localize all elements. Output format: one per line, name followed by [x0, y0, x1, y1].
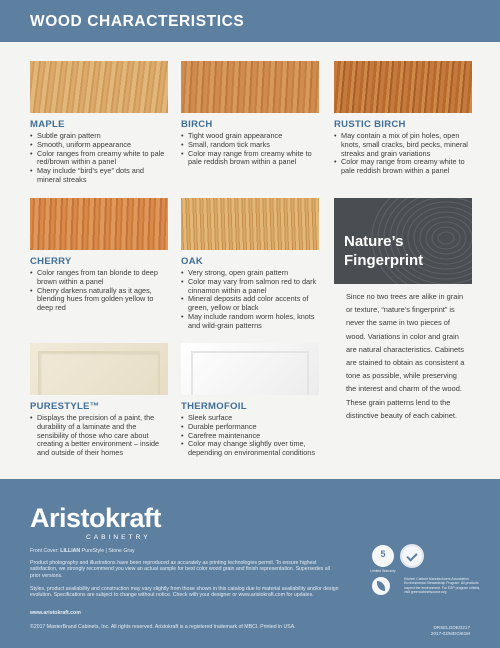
wood-name: PURESTYLE™	[30, 401, 100, 412]
wood-name: RUSTIC BIRCH	[334, 119, 406, 130]
bullet-item: • Carefree maintenance	[181, 432, 319, 441]
wood-bullets	[30, 132, 168, 185]
wood-card-thermofoil	[181, 343, 319, 458]
bullet-item: • Color ranges from tan blonde to deep brown within a panel	[30, 269, 168, 287]
kcma-certification-text: Kitchen Cabinet Manufacturers Association Environmental Stewardship Program. All products inspect the environment. For ESP program criteria, visit greencabinetsource.org	[404, 577, 481, 595]
wood-name: THERMOFOIL	[181, 401, 247, 412]
wood-name: CHERRY	[30, 256, 72, 267]
page-header	[0, 0, 500, 42]
bullet-item: • Color may vary from salmon red to dark cinnamon within a panel	[181, 278, 319, 296]
disclaimer-photography: Product photography and illustrations have been reproduced as accurately as printing technologies permit. To ensure highest satisfaction, we strongly recommend you view an actual sample for best color wood grain and finish representation. Supersedes all prior versions.	[30, 560, 330, 579]
wood-card-birch	[181, 61, 319, 167]
copyright-text: ©2017 MasterBrand Cabinets, Inc. All rights reserved. Aristokraft is a registered trademark of MBCI. Printed in USA.	[30, 624, 296, 630]
bullet-item: • Small, random tick marks	[181, 141, 319, 150]
fingerprint-body: Since no two trees are alike in grain or texture, “nature’s fingerprint” is never the same in two pieces of wood. Variations in color and grain are natural characteristics. Cabinets are stained to obtain as consistent a tone as possible, while preserving the interest and charm of the wood. These grain patterns lend to the distinctive beauty of each cabinet.	[346, 292, 465, 420]
cherry-swatch-image	[30, 198, 168, 250]
wood-name: BIRCH	[181, 119, 213, 130]
wood-card-maple	[30, 61, 168, 185]
warranty-badge-icon	[370, 545, 396, 573]
wood-bullets	[334, 132, 472, 176]
wood-card-oak	[181, 198, 319, 331]
purestyle-swatch-image	[30, 343, 168, 395]
wood-name: MAPLE	[30, 119, 65, 130]
wood-bullets	[181, 414, 319, 458]
warranty-caption: Limited Warranty	[370, 569, 396, 573]
natures-fingerprint-panel	[334, 198, 472, 422]
bullet-item: • Tight wood grain appearance	[181, 132, 319, 141]
wood-card-purestyle	[30, 343, 168, 458]
bullet-item: • Color ranges from creamy white to pale red/brown within a panel	[30, 150, 168, 168]
fingerprint-banner	[334, 198, 472, 284]
kcma-leaf-icon	[372, 577, 390, 595]
bullet-item: • Smooth, uniform appearance	[30, 141, 168, 150]
fingerprint-title-line2: Fingerprint	[344, 252, 424, 269]
wood-card-rustic-birch	[334, 61, 472, 176]
wood-bullets	[181, 269, 319, 331]
wood-bullets	[30, 269, 168, 313]
website-link[interactable]: www.aristokraft.com	[30, 610, 81, 616]
bullet-item: • Color may range from creamy white to pale reddish brown within a panel	[181, 150, 319, 168]
bullet-item: • Cherry darkens naturally as it ages, blending hues from golden yellow to deep red	[30, 287, 168, 313]
doc-code-1: DRSELGDEO217	[433, 625, 470, 630]
front-cover-style: PureStyle | Stone Gray	[81, 548, 135, 554]
fingerprint-title	[344, 232, 423, 270]
aristokraft-logo	[30, 503, 162, 541]
logo-subtitle: CABINETRY	[86, 534, 151, 541]
page-title: WOOD CHARACTERISTICS	[30, 13, 245, 30]
wood-bullets	[181, 132, 319, 167]
bullet-item: • Durable performance	[181, 423, 319, 432]
logo-wordmark: Aristokraft	[30, 503, 162, 533]
front-cover-name: LILLIAN	[60, 548, 81, 554]
rustic-birch-swatch-image	[334, 61, 472, 113]
fingerprint-title-line1: Nature’s	[344, 233, 404, 250]
bullet-item: • Color may change slightly over time, depending on environmental conditions	[181, 440, 319, 458]
bullet-item: • May include random worm holes, knots and wild-grain patterns	[181, 313, 319, 331]
wood-card-cherry	[30, 198, 168, 313]
wood-name: OAK	[181, 256, 204, 267]
maple-swatch-image	[30, 61, 168, 113]
disclaimer-availability: Styles, product availability and construction may vary slightly from those shown in this catalog due to material availability and/or design evolution. Specifications are subject to change without notice. Check with your designer or www.aristokraft.com for updates.	[30, 586, 339, 599]
doc-code-2: 2017-02/MDG/81M	[430, 631, 470, 636]
document-codes	[410, 625, 470, 637]
bullet-item: • Sleek surface	[181, 414, 319, 423]
thermofoil-swatch-image	[181, 343, 319, 395]
oak-swatch-image	[181, 198, 319, 250]
bullet-item: • May contain a mix of pin holes, open knots, small cracks, bird pecks, mineral streaks and grain variations	[334, 132, 472, 158]
wood-bullets	[30, 414, 168, 458]
birch-swatch-image	[181, 61, 319, 113]
certified-seal-icon	[400, 544, 424, 568]
bullet-item: • Very strong, open grain pattern	[181, 269, 319, 278]
bullet-item: • May include “bird’s eye” dots and mineral streaks	[30, 167, 168, 185]
bullet-item: • Color may range from creamy white to pale reddish brown within a panel	[334, 158, 472, 176]
bullet-item: • Displays the precision of a paint, the durability of a laminate and the sensibility of those who care about creating a better environment – inside and outside of their homes	[30, 414, 168, 458]
front-cover-credit	[30, 548, 340, 554]
warranty-years: 5	[380, 549, 386, 559]
bullet-item: • Subtle grain pattern	[30, 132, 168, 141]
bullet-item: • Mineral deposits add color accents of green, yellow or black	[181, 295, 319, 313]
front-cover-label: Front Cover:	[30, 548, 59, 554]
